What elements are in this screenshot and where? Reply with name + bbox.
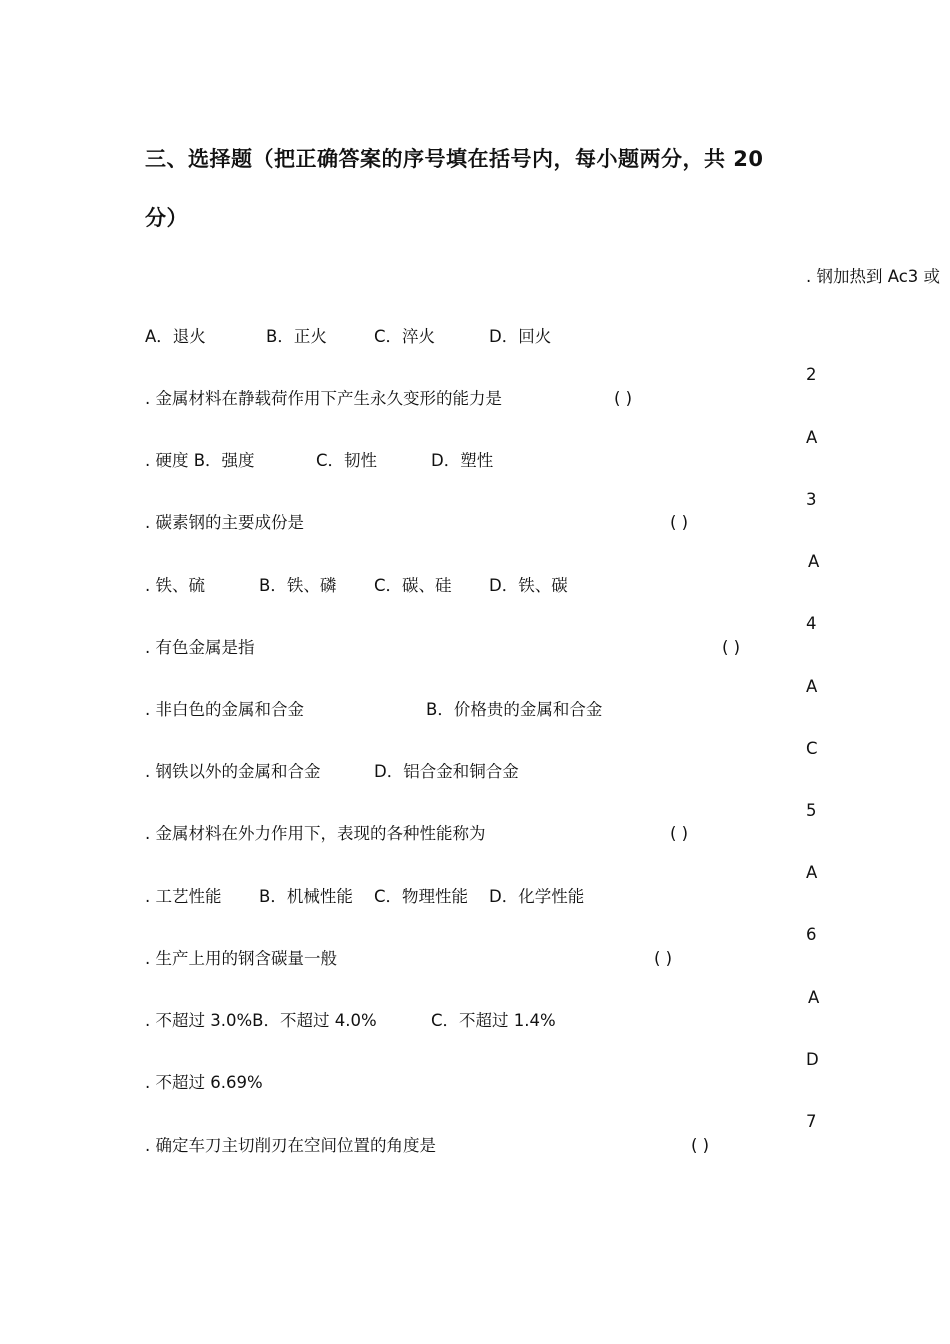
q7-number: 7 <box>806 1112 817 1131</box>
q3-option-c: C．碳、硅 <box>374 576 452 595</box>
q6-letter-a: A <box>808 988 820 1007</box>
q7-answer-paren: ( ) <box>691 1136 710 1155</box>
q5-option-c: C．物理性能 <box>374 887 469 906</box>
q4-number: 4 <box>806 614 817 633</box>
q6-letter-d: D <box>806 1050 819 1069</box>
q5-letter: A <box>806 863 818 882</box>
q1-option-c: C．淬火 <box>374 327 436 346</box>
section-heading-line1: 三、选择题（把正确答案的序号填在括号内，每小题两分，共 20 <box>145 147 764 171</box>
q4-answer-paren: ( ) <box>722 638 741 657</box>
q6-option-ab: . 不超过 3.0%B．不超过 4.0% <box>145 1011 377 1030</box>
q5-stem: . 金属材料在外力作用下，表现的各种性能称为 <box>145 824 486 843</box>
q7-stem: . 确定车刀主切削刃在空间位置的角度是 <box>145 1136 436 1155</box>
q5-number: 5 <box>806 801 817 820</box>
q1-option-d: D．回火 <box>489 327 552 346</box>
q6-answer-paren: ( ) <box>654 949 673 968</box>
q2-option-a: . 硬度 B．强度 <box>145 451 255 470</box>
q2-number: 2 <box>806 365 817 384</box>
q2-option-d: D．塑性 <box>431 451 494 470</box>
q3-number: 3 <box>806 490 817 509</box>
q6-number: 6 <box>806 925 817 944</box>
q3-answer-paren: ( ) <box>670 513 689 532</box>
q3-option-b: B．铁、磷 <box>259 576 337 595</box>
q1-stem-fragment: . 钢加热到 Ac3 或 <box>806 267 941 286</box>
q6-stem: . 生产上用的钢含碳量一般 <box>145 949 337 968</box>
q2-stem: . 金属材料在静载荷作用下产生永久变形的能力是 <box>145 389 502 408</box>
q6-option-c: C．不超过 1.4% <box>431 1011 556 1030</box>
q5-option-b: B．机械性能 <box>259 887 353 906</box>
q1-option-a: A．退火 <box>145 327 206 346</box>
q4-letter-c: C <box>806 739 818 758</box>
q4-option-c: . 钢铁以外的金属和合金 <box>145 762 321 781</box>
q4-stem: . 有色金属是指 <box>145 638 255 657</box>
q2-answer-paren: ( ) <box>614 389 633 408</box>
q5-option-d: D．化学性能 <box>489 887 585 906</box>
q2-letter: A <box>806 428 818 447</box>
q5-option-a: . 工艺性能 <box>145 887 222 906</box>
q4-option-a: . 非白色的金属和合金 <box>145 700 304 719</box>
q3-letter: A <box>808 552 820 571</box>
q4-option-d: D．铝合金和铜合金 <box>374 762 519 781</box>
section-heading-line2: 分） <box>145 206 188 230</box>
q3-stem: . 碳素钢的主要成份是 <box>145 513 304 532</box>
q3-option-d: D．铁、碳 <box>489 576 568 595</box>
q4-letter-a: A <box>806 677 818 696</box>
q1-option-b: B．正火 <box>266 327 327 346</box>
q3-option-a: . 铁、硫 <box>145 576 205 595</box>
q5-answer-paren: ( ) <box>670 824 689 843</box>
q6-option-d: . 不超过 6.69% <box>145 1073 263 1092</box>
q4-option-b: B．价格贵的金属和合金 <box>426 700 603 719</box>
q2-option-c: C．韧性 <box>316 451 378 470</box>
